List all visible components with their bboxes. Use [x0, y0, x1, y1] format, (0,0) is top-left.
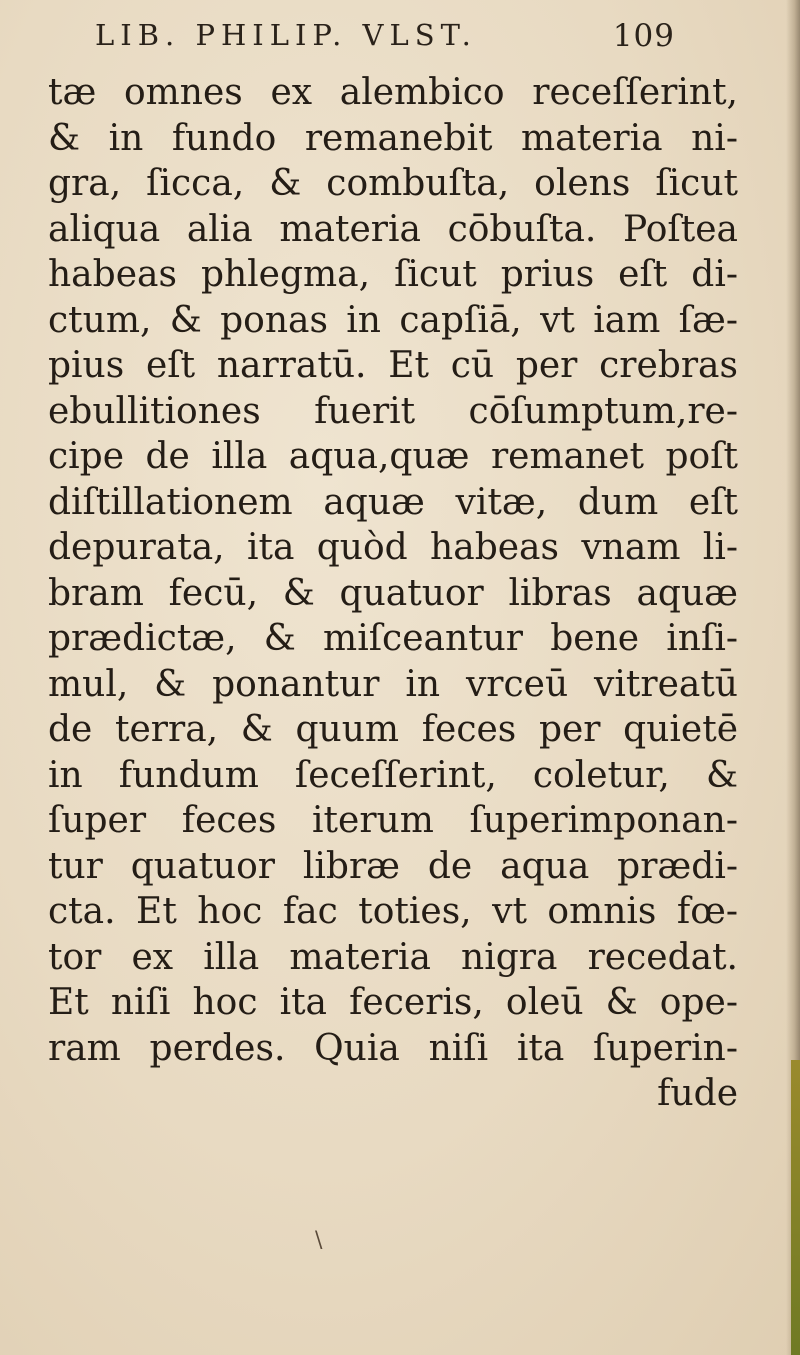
- running-head: LIB. PHILIP. VLST.: [95, 18, 477, 52]
- text-line: pius eſt narratū. Et cū per crebras: [48, 345, 738, 386]
- text-line: tur quatuor libræ de aqua prædi-: [48, 845, 738, 887]
- text-line: aliqua alia materia cōbuſta. Poſtea: [48, 208, 738, 250]
- stray-ink-mark: \: [315, 1228, 323, 1253]
- text-line: ebullitiones fuerit cōſumptum,re-: [48, 390, 738, 432]
- text-line: tor ex illa materia nigra recedat.: [48, 936, 738, 978]
- text-line: ctum, & ponas in capſiā, vt iam ſæ-: [48, 299, 738, 341]
- text-line: depurata, ita quòd habeas vnam li-: [48, 527, 738, 568]
- page-number: 109: [612, 18, 675, 54]
- text-line: habeas phlegma, ſicut prius eſt di-: [48, 254, 738, 295]
- text-line: diſtillationem aquæ vitæ, dum eſt: [48, 481, 738, 523]
- text-line: tæ omnes ex alembico receſſerint,: [48, 72, 738, 113]
- page-header: [95, 12, 675, 62]
- binding-stripe: [791, 1060, 800, 1355]
- text-line: ſuper feces iterum ſuperimponan-: [48, 800, 738, 841]
- text-line: mul, & ponantur in vrceū vitreatū: [48, 663, 738, 705]
- text-line: de terra, & quum feces per quietē: [48, 709, 738, 750]
- text-line: & in fundo remanebit materia ni-: [48, 117, 738, 159]
- text-line: bram fecū, & quatuor libras aquæ: [48, 572, 738, 614]
- body-text: [48, 70, 738, 1117]
- catchword: fude: [657, 1073, 738, 1114]
- text-line: gra, ſicca, & combuſta, olens ſicut: [48, 163, 738, 204]
- text-line: in fundum ſeceſſerint, coletur, &: [48, 754, 738, 796]
- text-line: ram perdes. Quia niſi ita ſuperin-: [48, 1027, 738, 1069]
- text-line: Et niſi hoc ita feceris, oleū & ope-: [48, 982, 738, 1023]
- text-line: cipe de illa aqua,quæ remanet poſt: [48, 436, 738, 477]
- text-line: prædictæ, & miſceantur bene inſi-: [48, 618, 738, 659]
- text-line: cta. Et hoc fac toties, vt omnis fœ-: [48, 891, 738, 932]
